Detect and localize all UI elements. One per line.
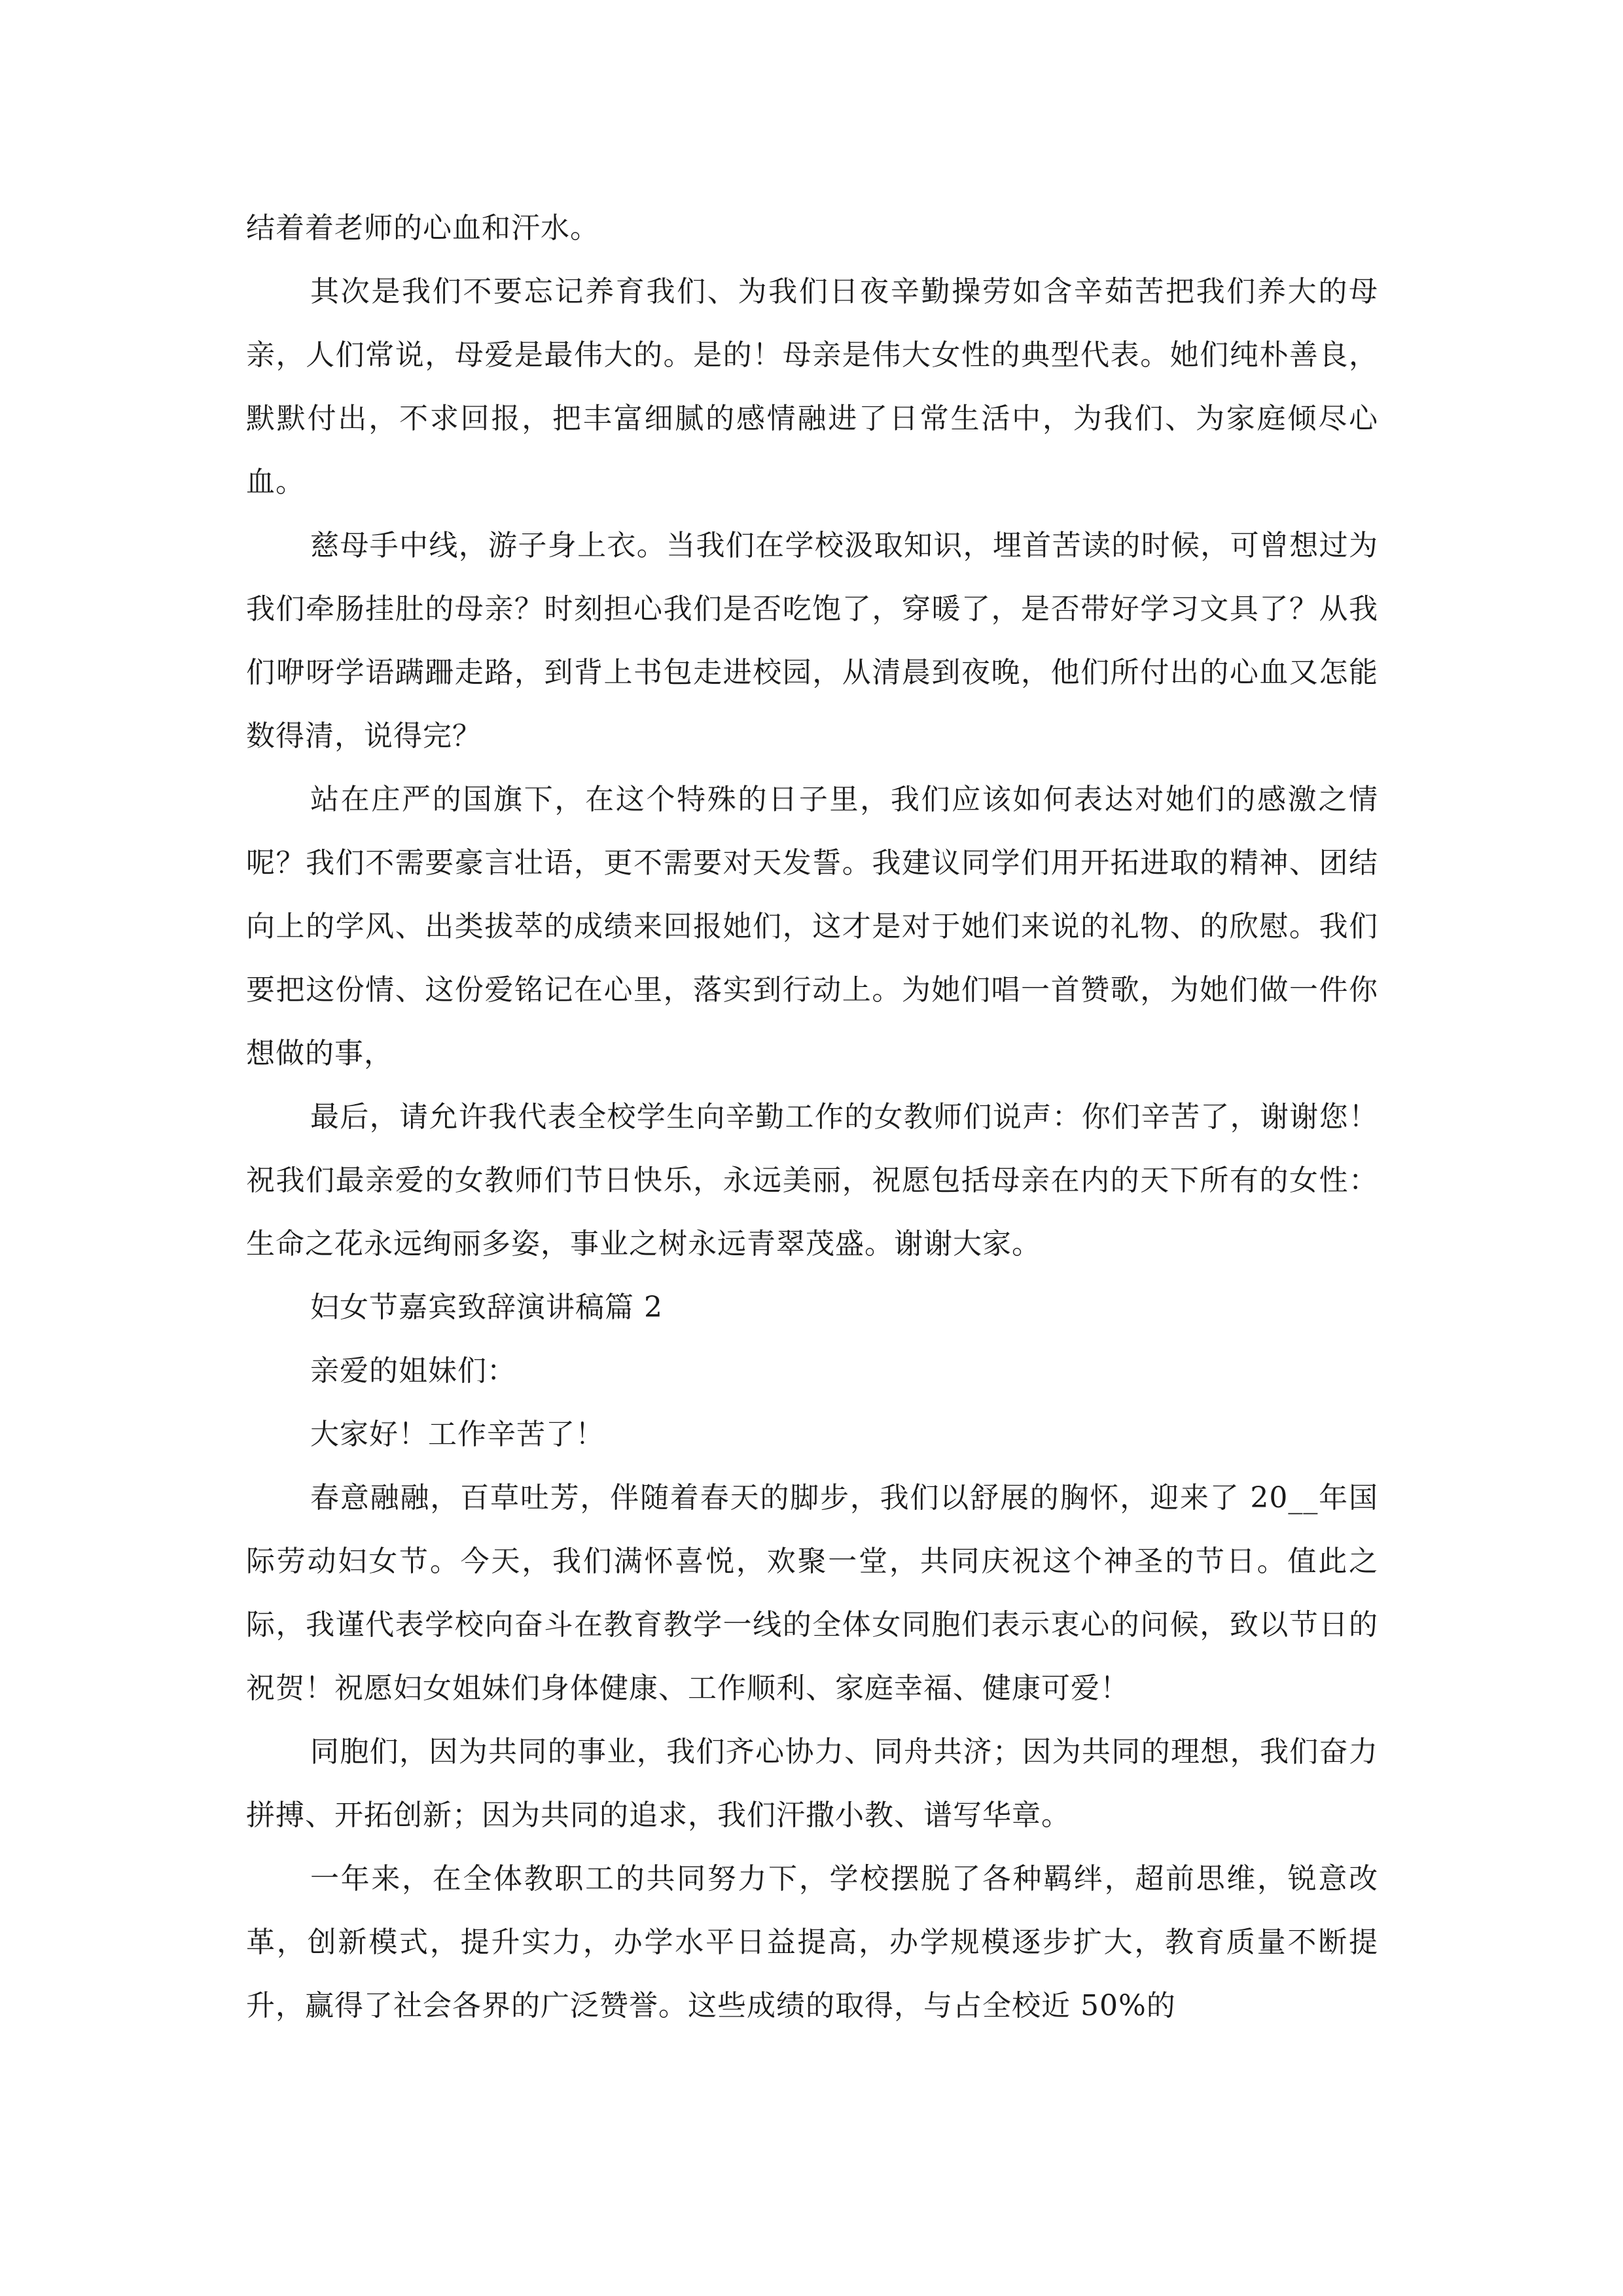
paragraph-5: 最后，请允许我代表全校学生向辛勤工作的女教师们说声：你们辛苦了，谢谢您！祝我们最亲爱的女教师们节日快乐，永远美丽，祝愿包括母亲在内的天下所有的女性：生命之花永远绚丽多姿，事业之树永远青翠茂盛。谢谢大家。 xyxy=(246,1100,1378,1261)
paragraph-1: 结着着老师的心血和汗水。 xyxy=(246,211,599,245)
paragraph-2: 其次是我们不要忘记养育我们、为我们日夜辛勤操劳如含辛茹苦把我们养大的母亲，人们常说，母爱是最伟大的。是的！母亲是伟大女性的典型代表。她们纯朴善良，默默付出，不求回报，把丰富细腻的感情融进了日常生活中，为我们、为家庭倾尽心血。 xyxy=(246,275,1378,499)
section-heading: 妇女节嘉宾致辞演讲稿篇 2 xyxy=(310,1291,663,1324)
paragraph-10: 同胞们，因为共同的事业，我们齐心协力、同舟共济；因为共同的理想，我们奋力拼搏、开拓创新；因为共同的追求，我们汗撒小教、谱写华章。 xyxy=(246,1735,1378,1832)
paragraph-3: 慈母手中线，游子身上衣。当我们在学校汲取知识，埋首苦读的时候，可曾想过为我们牵肠挂肚的母亲？时刻担心我们是否吃饱了，穿暖了，是否带好学习文具了？从我们咿呀学语蹒跚走路，到背上书包走进校园，从清晨到夜晚，他们所付出的心血又怎能数得清，说得完？ xyxy=(246,529,1378,753)
document-body xyxy=(246,196,1378,2037)
salutation: 亲爱的姐妹们： xyxy=(310,1354,516,1388)
paragraph-4: 站在庄严的国旗下，在这个特殊的日子里，我们应该如何表达对她们的感激之情呢？我们不需要豪言壮语，更不需要对天发誓。我建议同学们用开拓进取的精神、团结向上的学风、出类拔萃的成绩来回报她们，这才是对于她们来说的礼物、的欣慰。我们要把这份情、这份爱铭记在心里，落实到行动上。为她们唱一首赞歌，为她们做一件你想做的事， xyxy=(246,783,1378,1070)
paragraph-11: 一年来，在全体教职工的共同努力下，学校摆脱了各种羁绊，超前思维，锐意改革，创新模式，提升实力，办学水平日益提高，办学规模逐步扩大，教育质量不断提升，赢得了社会各界的广泛赞誉。这些成绩的取得，与占全校近 50%的 xyxy=(246,1862,1378,2022)
paragraph-9: 春意融融，百草吐芳，伴随着春天的脚步，我们以舒展的胸怀，迎来了 20__年国际劳动妇女节。今天，我们满怀喜悦，欢聚一堂，共同庆祝这个神圣的节日。值此之际，我谨代表学校向奋斗在教育教学一线的全体女同胞们表示衷心的问候，致以节日的祝贺！祝愿妇女姐妹们身体健康、工作顺利、家庭幸福、健康可爱！ xyxy=(246,1481,1378,1705)
greeting: 大家好！工作辛苦了！ xyxy=(310,1418,605,1451)
